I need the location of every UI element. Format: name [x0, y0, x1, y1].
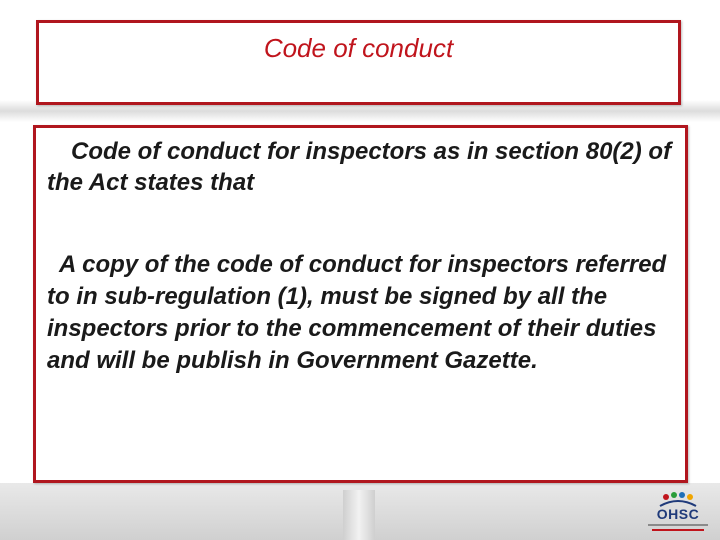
- logo-tagline: [648, 524, 708, 526]
- logo-tagline-2: [652, 529, 704, 531]
- content-paragraph-2: A copy of the code of conduct for inspectors referred to in sub-regulation (1), must be signed by all the inspectors prior to the commencement of their duties and will be publish in Government Gazette.: [47, 251, 667, 374]
- logo-name: OHSC: [656, 506, 700, 522]
- ohsc-logo: [640, 492, 716, 538]
- slide-title: Code of conduct: [263, 33, 454, 63]
- content-frame: [33, 125, 688, 483]
- title-frame: [36, 20, 681, 105]
- content-paragraph-1: Code of conduct for inspectors as in section 80(2) of the Act states that: [47, 138, 672, 196]
- footer-divider: [343, 490, 375, 540]
